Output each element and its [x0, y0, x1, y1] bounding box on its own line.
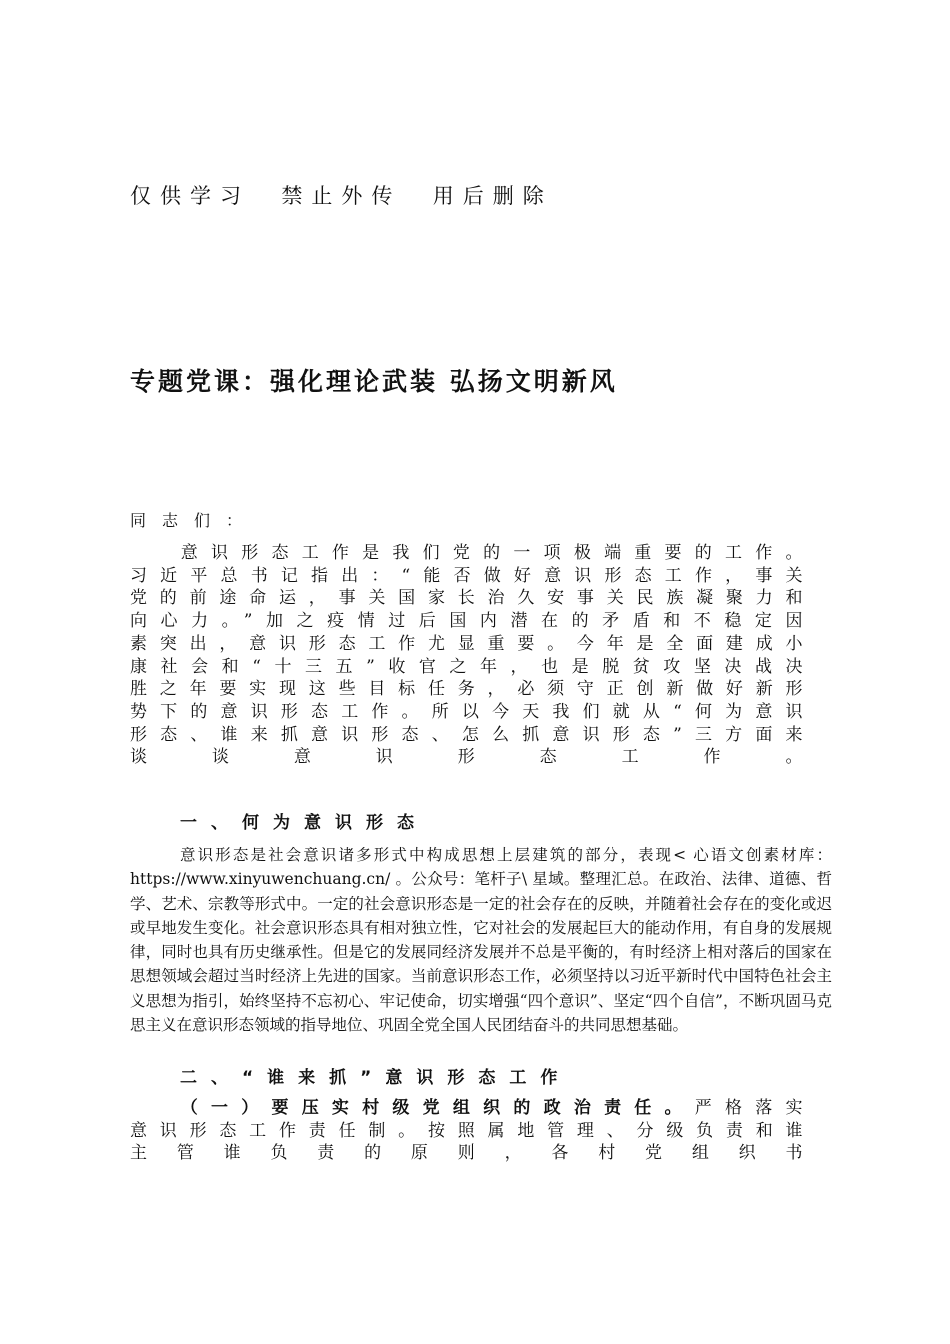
intro-paragraph: [130, 542, 815, 769]
section-2-body: 严格落实意识形态工作责任制。按照属地管理、分级负责和谁主管谁负责的原则，各村党组织书: [130, 1098, 816, 1164]
page-title: 专题党课：强化理论武装 弘扬文明新风: [130, 367, 618, 396]
section-1-heading: 一、何为意识形态: [180, 813, 428, 833]
section-2-paragraph: [130, 1097, 815, 1165]
section-1-body: 意识形态是社会意识诸多形式中构成思想上层建筑的部分，表现< 心语文创素材库：https://www.xinyuwenchuang.cn/ 。公众号：笔杆子\ 星域。整理汇总。在政治、法律、道德、哲学、艺术、宗教等形式中。一定的社会意识形态是一定的社会存在的反映，并随着社会存在的变化或迟或早地发生变化。社会意识形态具有相对独立性，它对社会的发展起巨大的能动作用，有自身的发展规律，同时也具有历史继承性。但是它的发展同经济发展并不总是平衡的，有时经济上相对落后的国家在思想领域会超过当时经济上先进的国家。当前意识形态工作，必须坚持以习近平新时代中国特色社会主义思想为指引，始终坚持不忘初心、牢记使命，切实增强“四个意识”、坚定“四个自信”，不断巩固马克思主义在意识形态领域的指导地位、巩固全党全国人民团结奋斗的共同思想基础。: [130, 846, 832, 1035]
greeting: 同志们：: [130, 511, 259, 530]
section-2-heading: 二、“谁来抓”意识形态工作: [180, 1068, 572, 1088]
section-2-subheading: （一）要压实村级党组织的政治责任。: [180, 1098, 695, 1118]
intro-text: 意识形态工作是我们党的一项极端重要的工作。习近平总书记指出：“能否做好意识形态工作，事关党的前途命运，事关国家长治久安事关民族凝聚力和向心力。”加之疫情过后国内潜在的矛盾和不稳定因素突出，意识形态工作尤显重要。今年是全面建成小康社会和“十三五”收官之年，也是脱贫攻坚决战决胜之年要实现这些目标任务，必须守正创新做好新形势下的意识形态工作。所以今天我们就从“何为意识形态、谁来抓意识形态、怎么抓意识形态”三方面来谈谈意识形态工作。: [130, 543, 815, 768]
distribution-notice: 仅供学习 禁止外传 用后删除: [130, 184, 553, 208]
